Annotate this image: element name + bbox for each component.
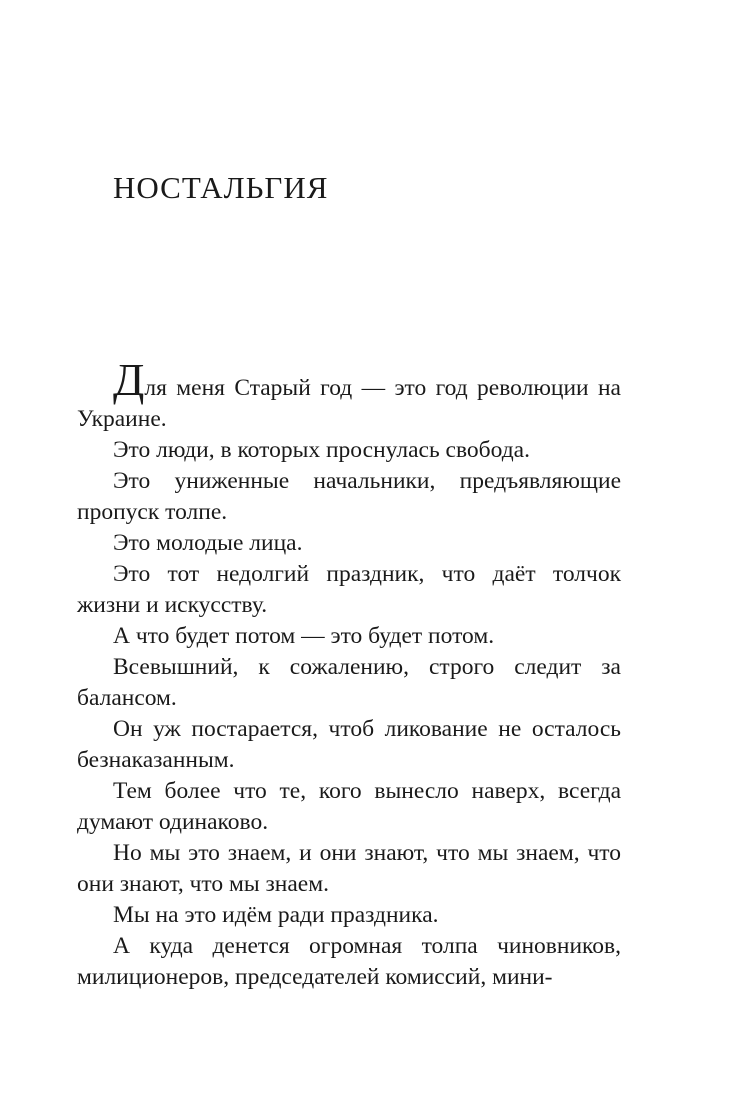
chapter-body	[77, 354, 621, 993]
paragraph-10: Но мы это знаем, и они знают, что мы знаем, что они знают, что мы знаем.	[77, 840, 621, 897]
paragraph-8: Он уж постарается, чтоб ликование не осталось безнаказанным.	[77, 716, 621, 773]
paragraph-5: Это тот недолгий праздник, что даёт толчок жизни и искусству.	[77, 561, 621, 618]
paragraph-1	[77, 354, 621, 435]
paragraph-4: Это молодые лица.	[113, 530, 303, 556]
paragraph-6: А что будет потом — это будет потом.	[113, 623, 495, 649]
paragraph-12: А куда денется огромная толпа чиновников, милиционеров, председателей комиссий, мини-	[77, 933, 621, 990]
paragraph-7: Всевышний, к сожалению, строго следит за балансом.	[77, 654, 621, 711]
paragraph-9: Тем более что те, кого вынесло наверх, всегда думают одинаково.	[77, 778, 621, 835]
paragraph-11: Мы на это идём ради праздника.	[113, 902, 439, 928]
paragraph-2: Это люди, в которых проснулась свобода.	[113, 437, 530, 463]
chapter-title: НОСТАЛЬГИЯ	[113, 170, 329, 205]
paragraph-1-text: ля меня Старый год — это год революции на Украине.	[77, 375, 621, 432]
drop-cap-letter: Д	[113, 354, 145, 405]
paragraph-3: Это униженные начальники, предъявляющие пропуск толпе.	[77, 468, 621, 525]
